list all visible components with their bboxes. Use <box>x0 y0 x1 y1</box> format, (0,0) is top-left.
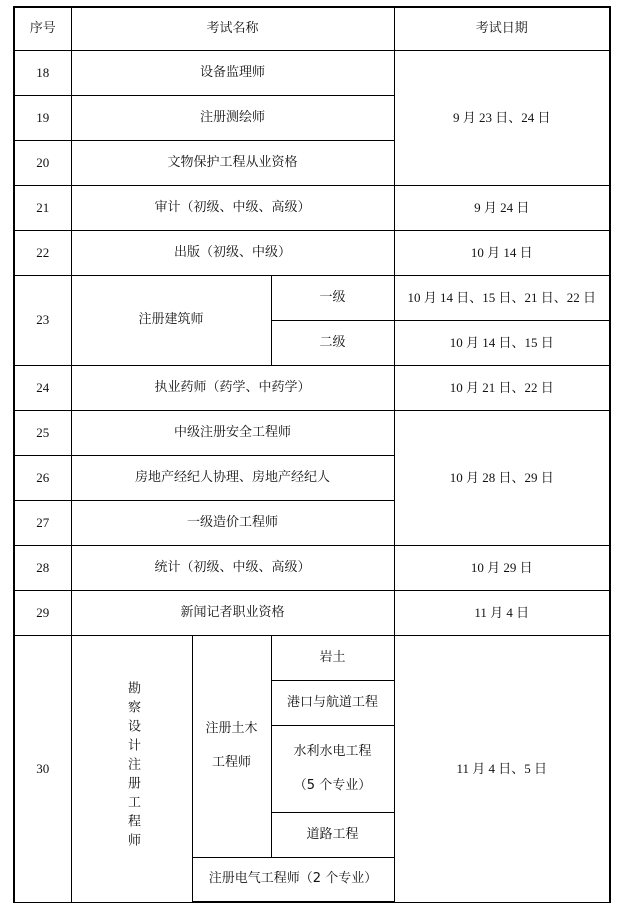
exam-name: 执业药师（药学、中药学） <box>71 365 394 410</box>
specialty-line2: （5 个专业） <box>293 777 372 793</box>
row-no: 22 <box>14 230 71 275</box>
row-no: 23 <box>14 275 71 365</box>
exam-date: 10 月 28 日、29 日 <box>394 410 610 545</box>
exam-date: 11 月 4 日、5 日 <box>394 635 610 902</box>
table-row <box>14 545 610 590</box>
specialty: 港口与航道工程 <box>271 680 394 725</box>
header-row <box>14 7 610 50</box>
specialty: 岩土 <box>271 635 394 680</box>
specialty: 道路工程 <box>271 812 394 857</box>
exam-level: 二级 <box>271 320 394 365</box>
exam-name: 一级造价工程师 <box>71 500 394 545</box>
exam-name: 新闻记者职业资格 <box>71 590 394 635</box>
exam-category-label: 勘察设计注册工程师 <box>124 680 140 852</box>
civil-engineer-line2: 工程师 <box>211 755 251 770</box>
row-no: 18 <box>14 50 71 95</box>
exam-date: 9 月 24 日 <box>394 185 610 230</box>
row-no: 29 <box>14 590 71 635</box>
exam-date: 10 月 14 日、15 日、21 日、22 日 <box>394 275 610 320</box>
exam-name: 注册测绘师 <box>71 95 394 140</box>
table-row <box>14 635 610 680</box>
electrical-engineer-name: 注册电气工程师（2 个专业） <box>192 857 394 902</box>
specialty <box>271 725 394 812</box>
row-no: 19 <box>14 95 71 140</box>
table-row <box>14 185 610 230</box>
exam-category-vertical <box>71 635 192 902</box>
exam-date: 9 月 23 日、24 日 <box>394 50 610 185</box>
table-row <box>14 590 610 635</box>
exam-date: 10 月 14 日 <box>394 230 610 275</box>
table-row <box>14 365 610 410</box>
exam-date: 10 月 29 日 <box>394 545 610 590</box>
table-row <box>14 230 610 275</box>
exam-name: 出版（初级、中级） <box>71 230 394 275</box>
row-no: 21 <box>14 185 71 230</box>
civil-engineer-line1: 注册土木 <box>205 721 258 737</box>
civil-engineer-name <box>192 635 271 857</box>
exam-schedule-table <box>13 6 611 903</box>
table-row <box>14 275 610 320</box>
row-no: 25 <box>14 410 71 455</box>
row-no: 27 <box>14 500 71 545</box>
header-name: 考试名称 <box>71 7 394 50</box>
table-row <box>14 50 610 95</box>
specialty-line1: 水利水电工程 <box>293 743 372 759</box>
row-no: 20 <box>14 140 71 185</box>
row-no: 24 <box>14 365 71 410</box>
exam-date: 10 月 21 日、22 日 <box>394 365 610 410</box>
exam-name: 文物保护工程从业资格 <box>71 140 394 185</box>
row-no: 30 <box>14 635 71 902</box>
exam-name: 中级注册安全工程师 <box>71 410 394 455</box>
exam-name: 房地产经纪人协理、房地产经纪人 <box>71 455 394 500</box>
row-no: 26 <box>14 455 71 500</box>
exam-date: 11 月 4 日 <box>394 590 610 635</box>
exam-level: 一级 <box>271 275 394 320</box>
exam-date: 10 月 14 日、15 日 <box>394 320 610 365</box>
exam-name: 设备监理师 <box>71 50 394 95</box>
exam-name: 统计（初级、中级、高级） <box>71 545 394 590</box>
exam-name: 注册建筑师 <box>71 275 271 365</box>
header-no: 序号 <box>14 7 71 50</box>
row-no: 28 <box>14 545 71 590</box>
exam-name: 审计（初级、中级、高级） <box>71 185 394 230</box>
header-date: 考试日期 <box>394 7 610 50</box>
table-row <box>14 410 610 455</box>
